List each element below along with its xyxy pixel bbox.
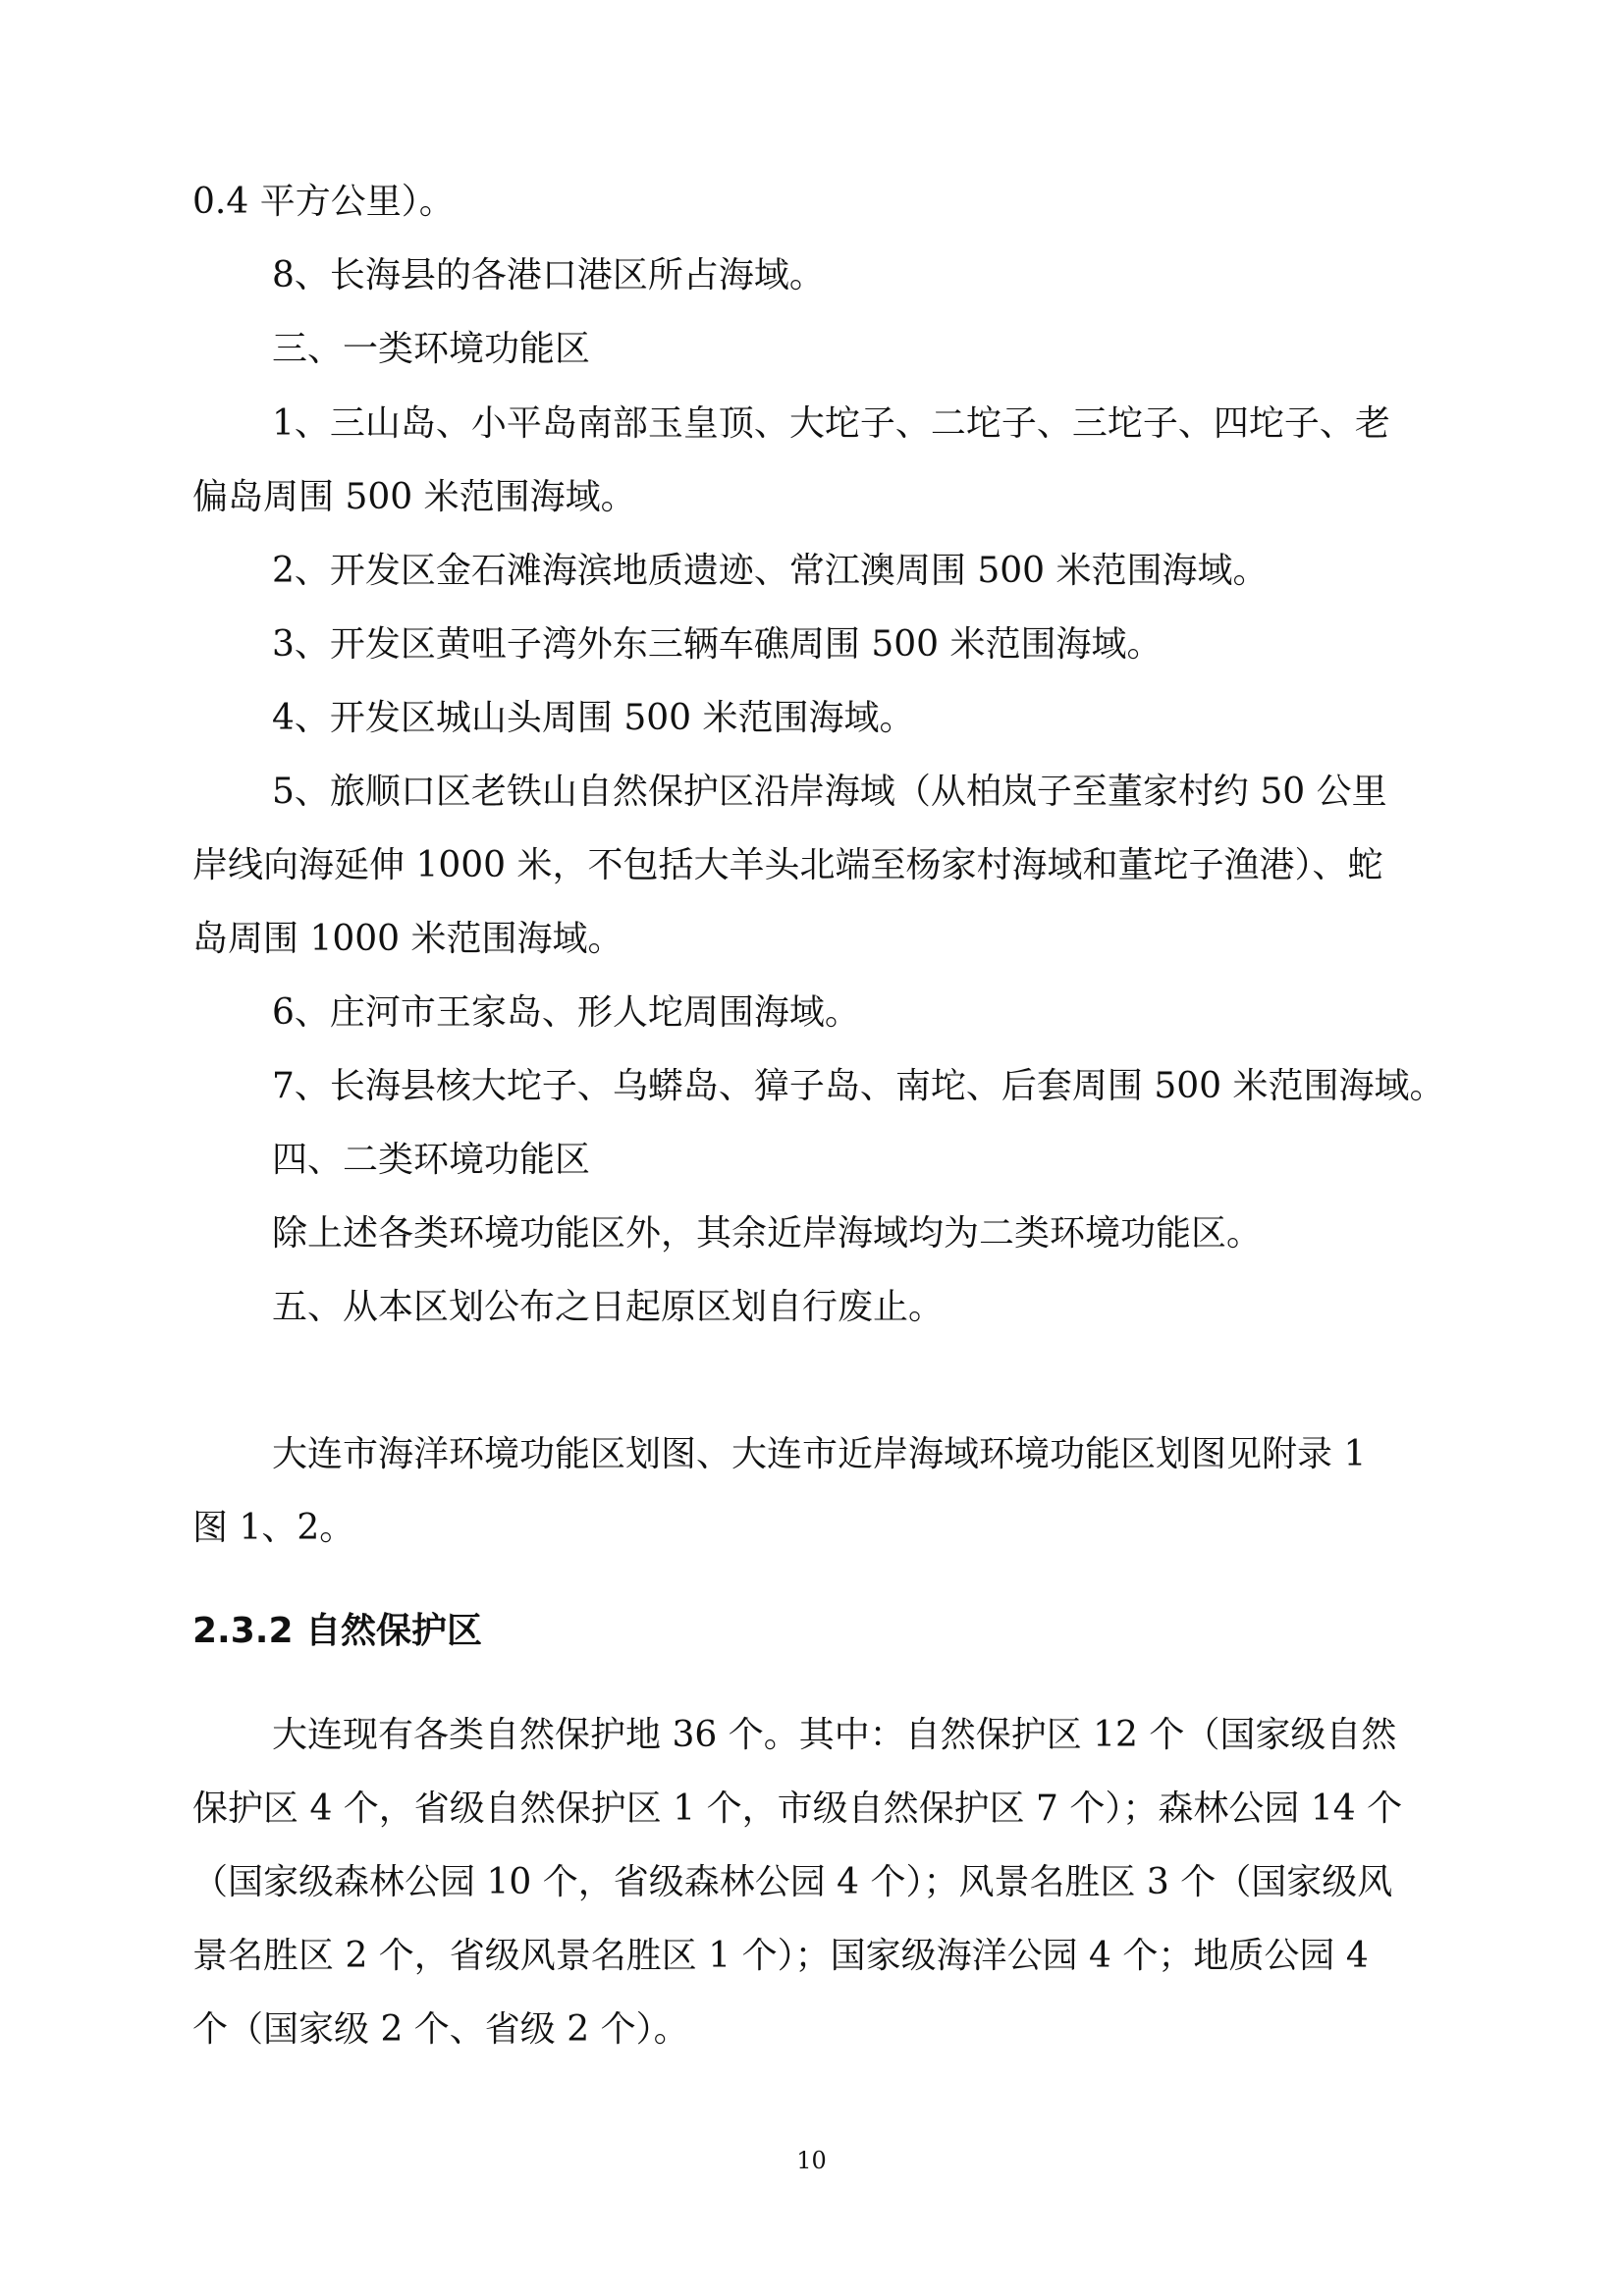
list-item: 1、三山岛、小平岛南部玉皇顶、大坨子、二坨子、三坨子、四坨子、老: [272, 403, 1390, 444]
list-item: 5、旅顺口区老铁山自然保护区沿岸海域（从柏岚子至董家村约 50 公里: [272, 772, 1387, 812]
section-heading: 三、一类环境功能区: [272, 329, 591, 369]
text-line: 个（国家级 2 个、省级 2 个）。: [192, 2009, 689, 2050]
list-item: 4、开发区城山头周围 500 米范围海域。: [272, 698, 915, 738]
text-line: 偏岛周围 500 米范围海域。: [192, 477, 636, 517]
list-item: 2、开发区金石滩海滨地质遗迹、常江澳周围 500 米范围海域。: [272, 551, 1269, 591]
text-line: 图 1、2。: [192, 1508, 355, 1548]
text-line: 0.4 平方公里）。: [192, 182, 455, 222]
list-item: 6、庄河市王家岛、形人坨周围海域。: [272, 992, 860, 1033]
text-line: 岛周围 1000 米范围海域。: [192, 919, 623, 959]
list-item: 3、开发区黄咀子湾外东三辆车礁周围 500 米范围海域。: [272, 624, 1163, 665]
paragraph: 五、从本区划公布之日起原区划自行废止。: [272, 1287, 945, 1327]
paragraph: 除上述各类环境功能区外，其余近岸海域均为二类环境功能区。: [272, 1213, 1263, 1254]
list-item: 8、长海县的各港口港区所占海域。: [272, 255, 825, 295]
paragraph: 大连现有各类自然保护地 36 个。其中：自然保护区 12 个（国家级自然: [272, 1715, 1397, 1755]
text-line: （国家级森林公园 10 个，省级森林公园 4 个）；风景名胜区 3 个（国家级风: [192, 1862, 1393, 1902]
paragraph: 大连市海洋环境功能区划图、大连市近岸海域环境功能区划图见附录 1: [272, 1434, 1367, 1474]
text-line: 保护区 4 个，省级自然保护区 1 个，市级自然保护区 7 个）；森林公园 14 个: [192, 1789, 1403, 1829]
section-heading: 四、二类环境功能区: [272, 1140, 591, 1180]
subsection-heading: 2.3.2 自然保护区: [192, 1611, 483, 1651]
list-item: 7、长海县核大坨子、乌蟒岛、獐子岛、南坨、后套周围 500 米范围海域。: [272, 1066, 1445, 1106]
page-number: 10: [796, 2147, 827, 2174]
text-line: 岸线向海延伸 1000 米，不包括大羊头北端至杨家村海域和董坨子渔港）、蛇: [192, 845, 1383, 885]
text-line: 景名胜区 2 个，省级风景名胜区 1 个）；国家级海洋公园 4 个；地质公园 4: [192, 1936, 1369, 1976]
